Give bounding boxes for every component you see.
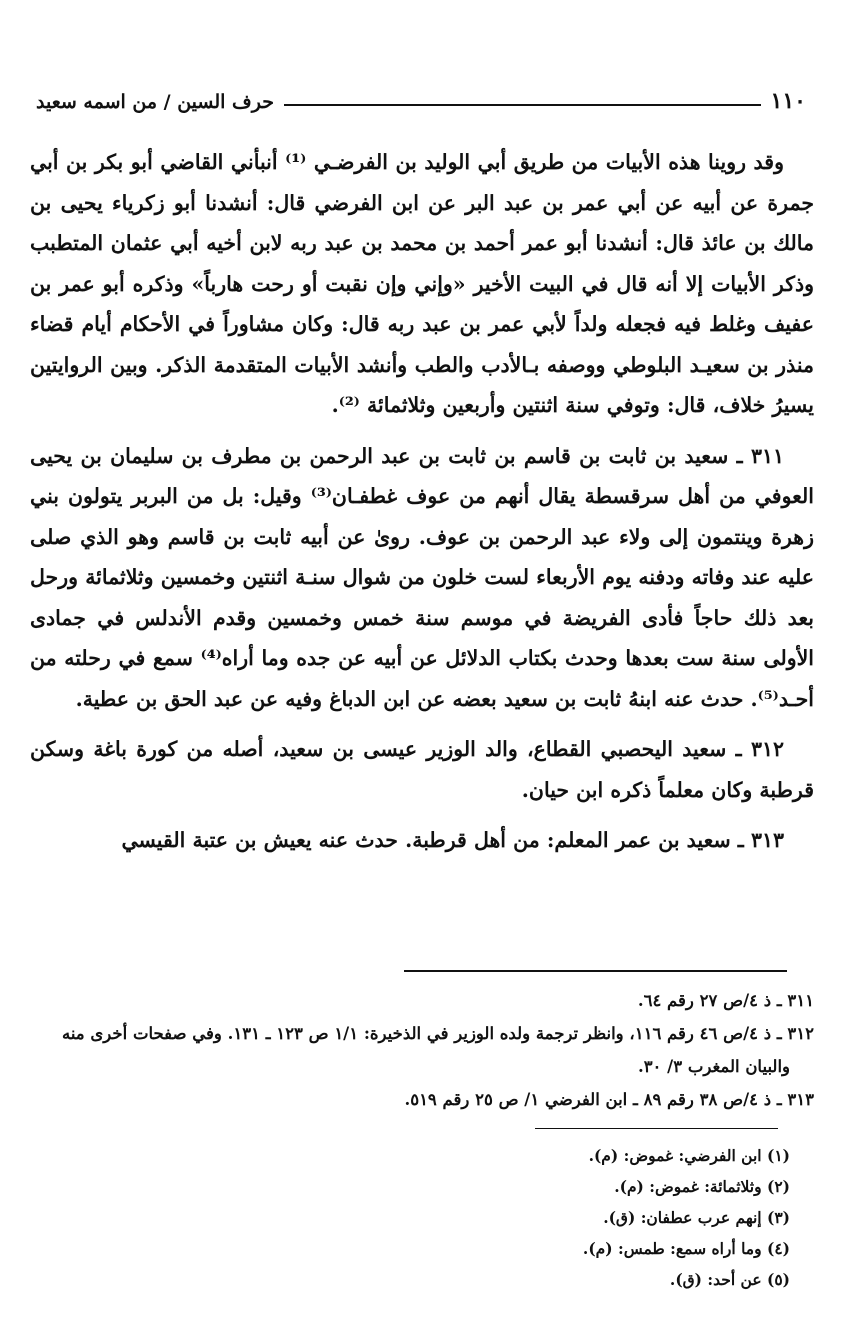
footnote-3: (٣) إنهم عرب عطفان: (ق). [603,1208,790,1227]
running-header [36,84,806,116]
header-rule [284,104,761,106]
source-note-311: ٣١١ ـ ذ ٤/ص ٢٧ رقم ٦٤. [637,991,814,1010]
footnotes [320,1140,790,1295]
notes-separator [404,970,787,972]
entry-312: ٣١٢ ـ سعيد اليحصبي القطاع، والد الوزير عيسى بن سعيد، أصله من كورة باغة وسكن قرطبة وكان معلماً ذكره ابن حيان. [30,737,814,802]
footnote-1: (١) ابن الفرضي: غموض: (م). [588,1146,790,1165]
main-text [30,142,814,871]
page-number: ١١٠ [770,88,806,114]
paragraph-continuation: وقد روينا هذه الأبيات من طريق أبي الوليد بن الفرضـي ⁽¹⁾ أنبأني القاضي أبو بكر بن أبي جمرة عن أبيه عن أبي عمر بن عبد البر عن ابن الفرضي قال: أنشدنا أبو زكرياء يحيى بن مالك بن عائذ قال: أنشدنا أبو عمر أحمد بن محمد بن عبد ربه لابن أخيه أبي عثمان المتطبب وذكر الأبيات إلا أنه قال في البيت الأخير «وإني وإن نقبت أو رحت هارباً» وذكره أبو عمر بن عفيف وغلط فيه فجعله ولداً لأبي عمر بن عبد ربه قال: وكان مشاوراً في الأحكام أيام قضاء منذر بن سعيـد البلوطي ووصفه بـالأدب والطب وأنشد الأبيات المتقدمة الذكر. وبين الروايتين يسيرُ خلاف، قال: وتوفي سنة اثنتين وأربعين وثلاثمائة ⁽²⁾. [30,150,814,417]
footnote-4: (٤) وما أراه سمع: طمس: (م). [582,1239,790,1258]
source-notes [24,984,814,1116]
running-title: حرف السين / من اسمه سعيد [36,91,274,113]
footnote-2: (٢) وثلاثمائة: غموض: (م). [614,1177,790,1196]
footnotes-separator [535,1128,778,1129]
entry-311: ٣١١ ـ سعيد بن ثابت بن قاسم بن ثابت بن عبد الرحمن بن مطرف بن سليمان بن يحيى العوفي من أهل سرقسطة يقال أنهم من عوف غطفـان⁽³⁾ وقيل: بل من البربر يتولون بني زهرة وينتمون إلى ولاء عبد الرحمن بن عوف. روىٰ عن أبيه ثابت بن قاسم وهو الذي صلى عليه عند وفاته ودفنه يوم الأربعاء لست خلون من شوال سنـة اثنتين وخمسين وثلاثمائة ورحل بعد ذلك حاجاً فأدى الفريضة في موسم سنة خمس وخمسين وقدم الأندلس في جمادى الأولى سنة ست بعدها وحدث بكتاب الدلائل عن أبيه عن جده وما أراه⁽⁴⁾ سمع في رحلته من أحـد⁽⁵⁾. حدث عنه ابنهُ ثابت بن سعيد بعضه عن ابن الدباغ وفيه عن عبد الحق بن عطية. [30,443,814,711]
entry-313: ٣١٣ ـ سعيد بن عمر المعلم: من أهل قرطبة. حدث عنه يعيش بن عتبة القيسي [121,828,784,852]
source-note-312: ٣١٢ ـ ذ ٤/ص ٤٦ رقم ١١٦، وانظر ترجمة ولده الوزير في الذخيرة: ١/١ ص ١٢٣ ـ ١٣١. وفي صفحات أخرى منه والبيان المغرب ٣/ ٣٠. [61,1024,814,1076]
footnote-5: (٥) عن أحد: (ق). [669,1270,790,1289]
source-note-313: ٣١٣ ـ ذ ٤/ص ٣٨ رقم ٨٩ ـ ابن الفرضي ١/ ص ٢٥ رقم ٥١٩. [404,1090,814,1109]
